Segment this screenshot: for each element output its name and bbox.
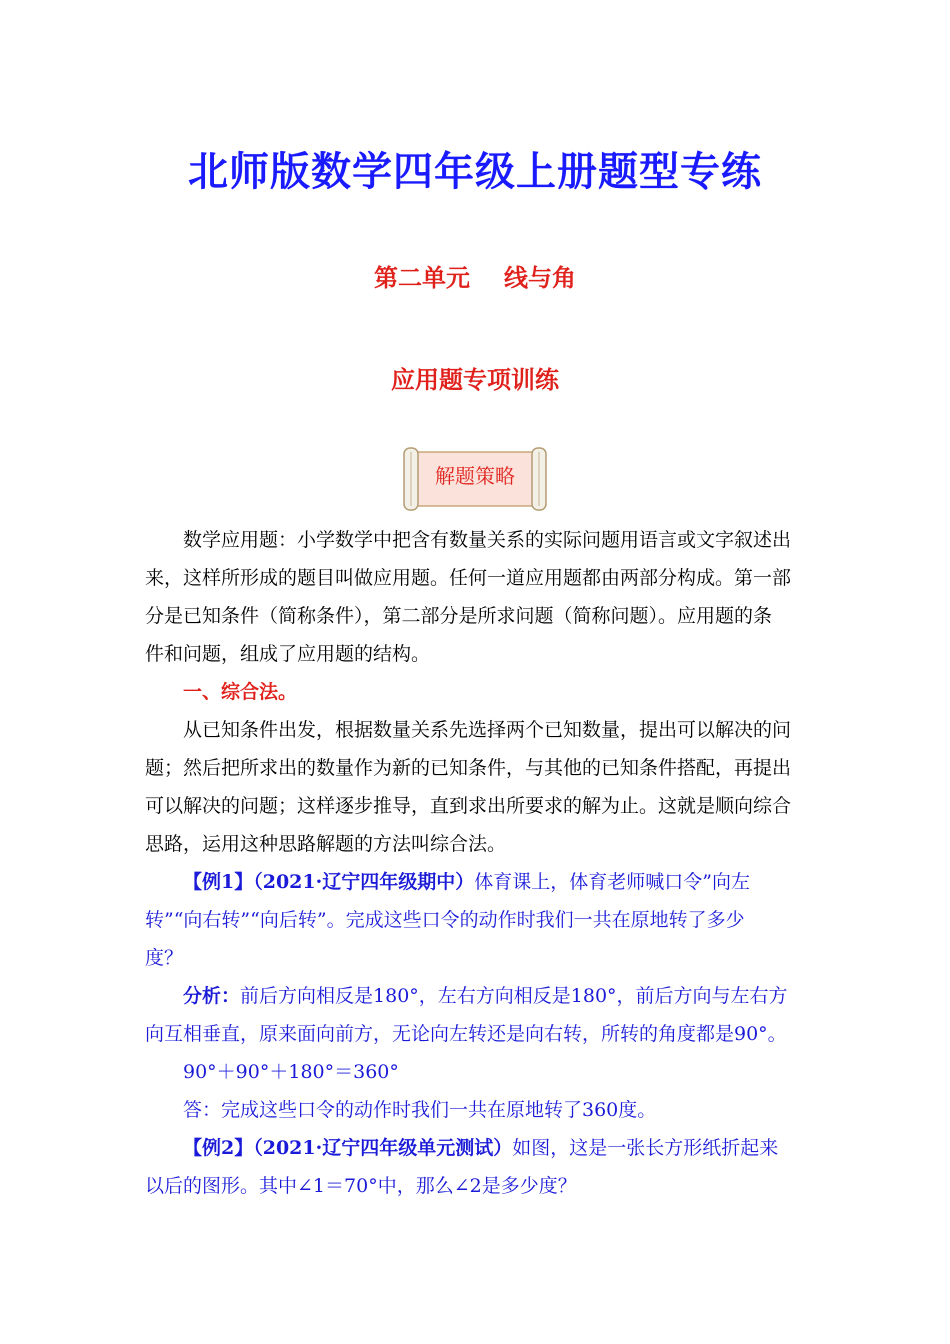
example1-source: （2021·辽宁四年级期中） (253, 871, 475, 893)
example1-tag: 【例1】 (183, 871, 254, 893)
example2-text: 如图，这是一张长方形纸折起来 (512, 1137, 779, 1159)
example2-line (145, 1129, 853, 1167)
intro-line: 分是已知条件（简称条件），第二部分是所求问题（简称问题）。应用题的条 (145, 605, 773, 627)
example1-text: 体育课上，体育老师喊口令”向左 (474, 871, 750, 893)
example1-answer: 答：完成这些口令的动作时我们一共在原地转了360度。 (183, 1099, 657, 1121)
example1-equation: 90°＋90°＋180°＝360° (183, 1061, 399, 1083)
angle1-expression: ∠1＝70° (297, 1175, 378, 1197)
example2-text: 以后的图形。其中 (145, 1175, 298, 1197)
method-heading: 一、综合法。 (183, 681, 298, 703)
example2-line (145, 1167, 815, 1205)
document-title: 北师版数学四年级上册题型专练 (188, 149, 762, 195)
angle2-expression: ∠2 (453, 1175, 482, 1197)
example1-line: 度？ (145, 947, 184, 969)
unit-topic: 线与角 (504, 264, 576, 292)
method-line: 题；然后把所求出的数量作为新的已知条件，与其他的已知条件搭配，再提出 (145, 757, 792, 779)
analysis-text: 前后方向相反是180°，左右方向相反是180°，前后方向与左右方 (240, 985, 788, 1007)
method-line: 可以解决的问题；这样逐步推导，直到求出所要求的解为止。这就是顺向综合 (145, 795, 792, 817)
example2-source: （2021·辽宁四年级单元测试） (253, 1137, 513, 1159)
example1-line: 转”“向右转”“向后转”。完成这些口令的动作时我们一共在原地转了多少 (145, 909, 745, 931)
example2-text: 是多少度？ (481, 1175, 577, 1197)
strategy-banner-label: 解题策略 (435, 464, 515, 488)
example2-text: 中，那么 (377, 1175, 454, 1197)
example2-tag: 【例2】 (183, 1137, 254, 1159)
unit-label: 第二单元 (374, 264, 470, 292)
section-subtitle: 应用题专项训练 (391, 366, 559, 394)
example1-analysis: 向互相垂直，原来面向前方，无论向左转还是向右转，所转的角度都是90°。 (145, 1023, 787, 1045)
example1-line (145, 863, 853, 901)
analysis-label: 分析： (183, 985, 241, 1007)
intro-line: 件和问题，组成了应用题的结构。 (145, 643, 431, 665)
unit-heading (0, 258, 950, 293)
example1-analysis (145, 977, 853, 1015)
intro-line: 数学应用题：小学数学中把含有数量关系的实际问题用语言或文字叙述出 (183, 529, 792, 551)
intro-line: 来，这样所形成的题目叫做应用题。任何一道应用题都由两部分构成。第一部 (145, 567, 792, 589)
method-line: 从已知条件出发，根据数量关系先选择两个已知数量，提出可以解决的问 (183, 719, 792, 741)
method-line: 思路，运用这种思路解题的方法叫综合法。 (145, 833, 507, 855)
